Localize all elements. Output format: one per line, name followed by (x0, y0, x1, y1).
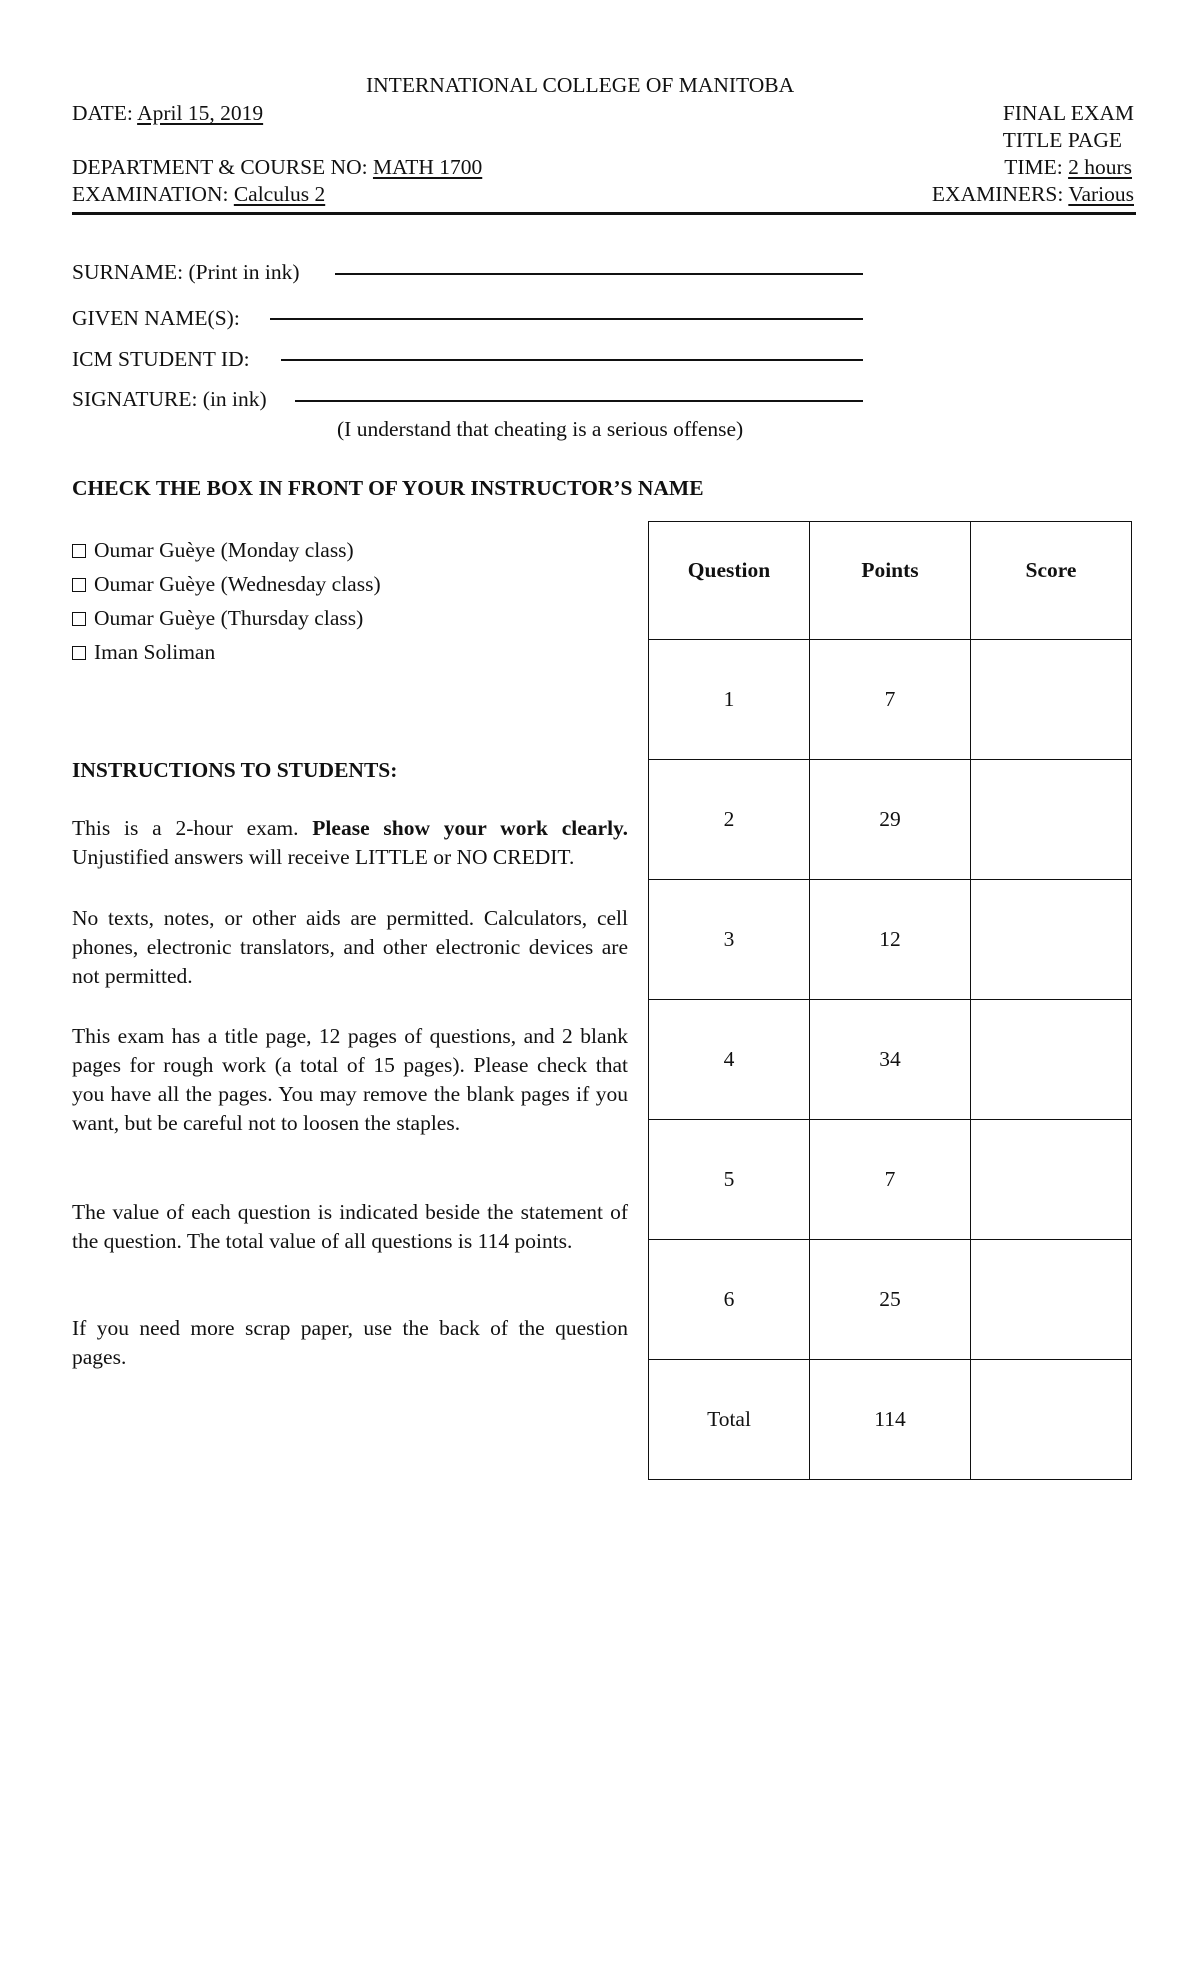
department-label: DEPARTMENT & COURSE NO: (72, 155, 373, 179)
instructor-option-label: Oumar Guèye (Monday class) (94, 538, 354, 562)
points-cell: 12 (810, 880, 971, 1000)
table-row-total (649, 1360, 1132, 1480)
student-id-label: ICM STUDENT ID: (72, 347, 250, 371)
examiners-value: Various (1068, 182, 1134, 206)
table-row (649, 1120, 1132, 1240)
instructor-option-label: Oumar Guèye (Wednesday class) (94, 572, 381, 596)
points-cell: 25 (810, 1240, 971, 1360)
instructions-paragraph-3: This exam has a title page, 12 pages of questions, and 2 blank pages for rough work (a total of 15 pages). Please check that you have all the pages. You may remove the blank pages if you want, but be careful not to loosen the staples. (72, 1024, 628, 1135)
exam-date (72, 100, 263, 127)
instructor-heading: CHECK THE BOX IN FRONT OF YOUR INSTRUCTOR’S NAME (72, 476, 704, 500)
points-cell: 34 (810, 1000, 971, 1120)
table-row (649, 1000, 1132, 1120)
examination (72, 181, 325, 208)
points-cell: 29 (810, 760, 971, 880)
table-row (649, 1240, 1132, 1360)
date-value: April 15, 2019 (137, 101, 264, 125)
question-cell: 4 (649, 1000, 810, 1120)
score-table-header (649, 522, 1132, 640)
examination-value: Calculus 2 (233, 182, 326, 206)
given-names-label: GIVEN NAME(S): (72, 306, 240, 330)
time-label: TIME: (1004, 155, 1069, 179)
instructor-option[interactable] (72, 537, 354, 564)
instructions-heading: INSTRUCTIONS TO STUDENTS: (72, 758, 398, 782)
examiners-label: EXAMINERS: (931, 182, 1069, 206)
question-cell: 3 (649, 880, 810, 1000)
instructor-option-label: Iman Soliman (94, 640, 216, 664)
institution-title: INTERNATIONAL COLLEGE OF MANITOBA (366, 73, 795, 97)
question-cell: 1 (649, 640, 810, 760)
instructor-option-label: Oumar Guèye (Thursday class) (94, 606, 364, 630)
score-cell[interactable] (971, 1000, 1132, 1120)
instructions-paragraph-4: The value of each question is indicated beside the statement of the question. The total value of all questions is 114 points. (72, 1200, 628, 1253)
date-label: DATE: (72, 101, 138, 125)
signature-label: SIGNATURE: (in ink) (72, 387, 267, 411)
examination-label: EXAMINATION: (72, 182, 234, 206)
header-question: Question (649, 522, 810, 640)
table-row (649, 880, 1132, 1000)
checkbox-icon[interactable] (72, 578, 86, 592)
score-table (648, 521, 1132, 1480)
title-page-label: TITLE PAGE (1002, 128, 1122, 152)
exam-time (1004, 154, 1132, 181)
score-cell[interactable] (971, 1120, 1132, 1240)
instructor-option[interactable] (72, 571, 381, 598)
student-id-line[interactable] (281, 359, 863, 361)
question-cell: 5 (649, 1120, 810, 1240)
instructions-paragraph-2: No texts, notes, or other aids are permitted. Calculators, cell phones, electronic translators, and other electronic devices are not permitted. (72, 906, 628, 988)
question-cell: 2 (649, 760, 810, 880)
instructions-paragraph-1 (72, 814, 628, 872)
department-value: MATH 1700 (372, 155, 483, 179)
score-cell[interactable] (971, 1240, 1132, 1360)
surname-line[interactable] (335, 273, 863, 275)
total-points-cell: 114 (810, 1360, 971, 1480)
given-names-line[interactable] (270, 318, 863, 320)
cheating-note: (I understand that cheating is a serious offense) (337, 417, 744, 441)
instructions-paragraph-5: If you need more scrap paper, use the back of the question pages. (72, 1316, 628, 1369)
examiners (932, 181, 1134, 208)
time-value: 2 hours (1068, 155, 1132, 179)
instructor-option[interactable] (72, 605, 363, 632)
instructor-option[interactable] (72, 639, 215, 666)
total-label-cell: Total (649, 1360, 810, 1480)
table-row (649, 640, 1132, 760)
checkbox-icon[interactable] (72, 544, 86, 558)
score-cell[interactable] (971, 760, 1132, 880)
question-cell: 6 (649, 1240, 810, 1360)
instructions-p1-end: Unjustified answers will receive LITTLE or NO CREDIT. (72, 845, 575, 869)
instructions-p1-emphasis: Please show your work clearly. (312, 816, 628, 840)
final-exam-label: FINAL EXAM (1002, 101, 1134, 125)
points-cell: 7 (810, 1120, 971, 1240)
checkbox-icon[interactable] (72, 646, 86, 660)
department-course (72, 154, 482, 181)
instructions-p1-start: This is a 2-hour exam. (72, 816, 313, 840)
header-score: Score (971, 522, 1132, 640)
total-score-cell[interactable] (971, 1360, 1132, 1480)
header-divider (72, 212, 1136, 215)
checkbox-icon[interactable] (72, 612, 86, 626)
score-cell[interactable] (971, 880, 1132, 1000)
surname-label: SURNAME: (Print in ink) (72, 260, 300, 284)
signature-line[interactable] (295, 400, 863, 402)
header-points: Points (810, 522, 971, 640)
points-cell: 7 (810, 640, 971, 760)
score-cell[interactable] (971, 640, 1132, 760)
table-row (649, 760, 1132, 880)
